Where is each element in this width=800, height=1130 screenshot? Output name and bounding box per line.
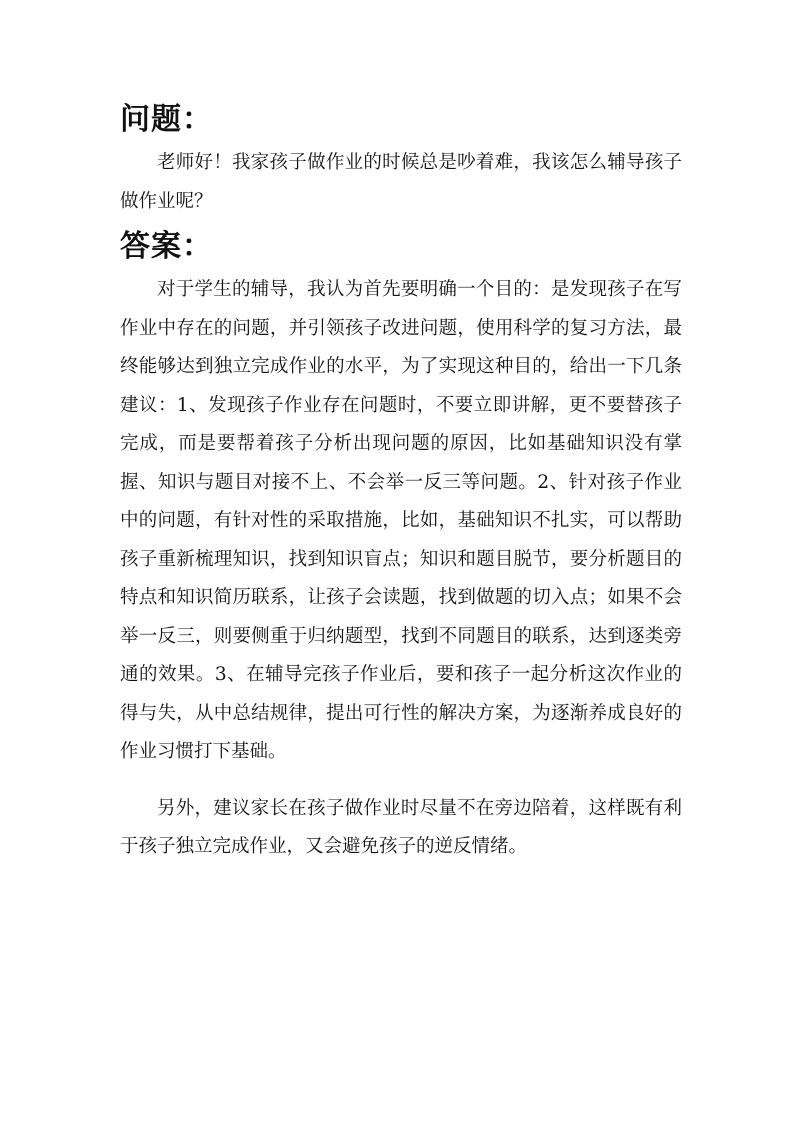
document-content bbox=[120, 96, 682, 867]
paragraph-spacer bbox=[120, 772, 682, 790]
answer-paragraph-1: 对于学生的辅导，我认为首先要明确一个目的：是发现孩子在写作业中存在的问题，并引领孩子改进问题，使用科学的复习方法，最终能够达到独立完成作业的水平，为了实现这种目的，给出一下几条建议：1、发现孩子作业存在问题时，不要立即讲解，更不要替孩子完成，而是要帮着孩子分析出现问题的原因，比如基础知识没有掌握、知识与题目对接不上、不会举一反三等问题。2、针对孩子作业中的问题，有针对性的采取措施，比如，基础知识不扎实，可以帮助孩子重新梳理知识，找到知识盲点；知识和题目脱节，要分析题目的特点和知识简历联系，让孩子会读题，找到做题的切入点；如果不会举一反三，则要侧重于归纳题型，找到不同题目的联系，达到逐类旁通的效果。3、在辅导完孩子作业后，要和孩子一起分析这次作业的得与失，从中总结规律，提出可行性的解决方案，为逐渐养成良好的作业习惯打下基础。 bbox=[120, 279, 682, 762]
answer-paragraph-2: 另外，建议家长在孩子做作业时尽量不在旁边陪着，这样既有利于孩子独立完成作业，又会避免孩子的逆反情绪。 bbox=[120, 797, 682, 857]
answer-heading: 答案： bbox=[120, 229, 213, 264]
question-text: 老师好！我家孩子做作业的时候总是吵着难，我该怎么辅导孩子做作业呢？ bbox=[120, 152, 682, 212]
question-heading: 问题： bbox=[120, 102, 213, 137]
